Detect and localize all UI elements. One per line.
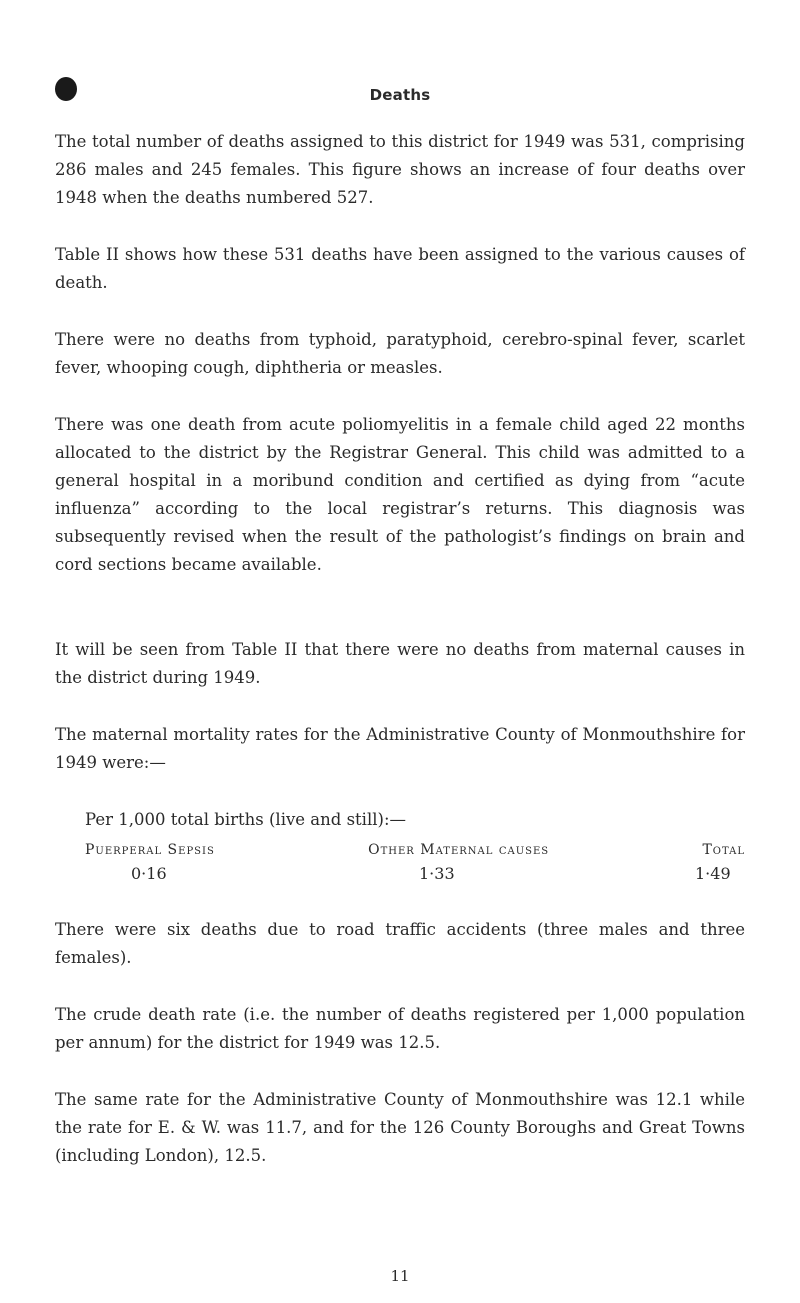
page-title: Deaths [369, 86, 431, 104]
paragraph-maternal-rates-intro: The maternal mortality rates for the Administrative County of Monmouthshire for 1949 were:— [55, 725, 745, 772]
page-number: 11 [390, 1267, 410, 1285]
paragraph-poliomyelitis: There was one death from acute poliomyelitis in a female child aged 22 months allocated to the district by the Registrar General. This child was admitted to a general hospital in a moribund condition and certified as dying from “acute influenza” according to the local registrar’s returns. This diagnosis was subsequently revised when the result of the pathologist’s findings on brain and cord sections became available. [55, 415, 745, 574]
header-puerperal-sepsis: Puerperal Sepsis [85, 842, 215, 858]
paragraph-maternal-causes: It will be seen from Table II that there were no deaths from maternal causes in the district during 1949. [55, 640, 745, 687]
value-puerperal-sepsis: 0·16 [131, 864, 167, 883]
value-total: 1·49 [695, 864, 731, 883]
rates-basis-line: Per 1,000 total births (live and still):— [85, 810, 407, 829]
rates-table-header [55, 842, 745, 858]
paragraph-no-deaths: There were no deaths from typhoid, paratyphoid, cerebro-spinal fever, scarlet fever, whooping cough, diphtheria or measles. [55, 330, 745, 377]
rates-table-values [55, 864, 745, 888]
paragraph-total-deaths: The total number of deaths assigned to this district for 1949 was 531, comprising 286 males and 245 females. This figure shows an increase of four deaths over 1948 when the deaths numbered 527. [55, 132, 745, 207]
paragraph-road-accidents: There were six deaths due to road traffic accidents (three males and three females). [55, 920, 745, 967]
paragraph-comparative-rates: The same rate for the Administrative County of Monmouthshire was 12.1 while the rate for E. & W. was 11.7, and for the 126 County Boroughs and Great Towns (including London), 12.5. [55, 1090, 745, 1165]
header-total: Total [702, 842, 745, 858]
paragraph-table-reference: Table II shows how these 531 deaths have been assigned to the various causes of death. [55, 245, 745, 292]
header-other-maternal: Other Maternal causes [368, 842, 550, 858]
value-other-maternal: 1·33 [419, 864, 455, 883]
paragraph-crude-death-rate: The crude death rate (i.e. the number of deaths registered per 1,000 population per annum) for the district for 1949 was 12.5. [55, 1005, 745, 1052]
